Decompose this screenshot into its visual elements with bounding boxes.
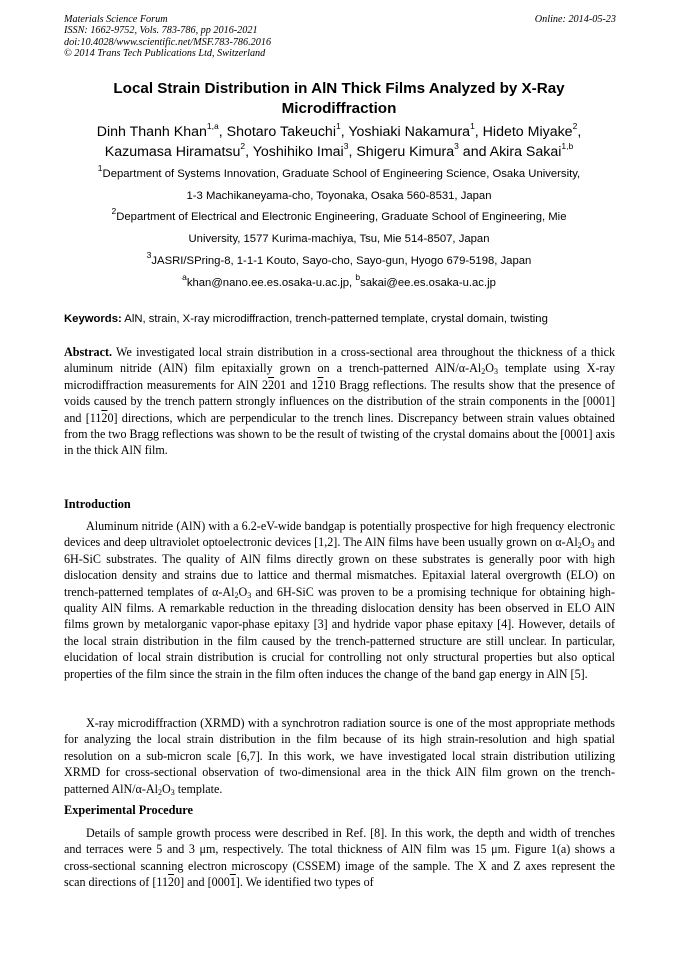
paragraph-text: and 6H-SiC substrates. The quality of AlN films directly grown on these substrates is generally poor with high dislocation density and strains due to lattice and thermal mismatches. Epitaxial lateral overgrowth (ELO) on trench-patterned templates of α-Al xyxy=(64,535,615,599)
overline-digit: 2 xyxy=(317,377,324,392)
section-heading-experimental: Experimental Procedure xyxy=(64,803,193,817)
overline-digit: 1 xyxy=(229,875,236,890)
journal-name: Materials Science Forum xyxy=(64,14,168,25)
email-line xyxy=(60,273,618,295)
author-name: , Shotaro Takeuchi xyxy=(218,124,336,140)
paragraph-text: O xyxy=(581,535,591,550)
keywords-text: AlN, strain, X-ray microdiffraction, trench-patterned template, crystal domain, twisting xyxy=(121,313,548,325)
affiliation-sup: 3 xyxy=(146,250,152,261)
overline-digit: 2 xyxy=(168,875,175,890)
paragraph-text: ]. We identified two types of xyxy=(235,875,374,890)
paragraph-text: Details of sample growth process were described in Ref. [8]. In this work, the depth and width of trenches and terraces were 5 and 3 μm, respectively. The total thickness of AlN film was 15 μm. Figure 1(a) shows a cross-sectional scanning electron microscopy (CSSEM) image of the sample. The X and Z axes represent the scan directions of [11 xyxy=(64,826,615,890)
paragraph-text: X-ray microdiffraction (XRMD) with a synchrotron radiation source is one of the most appropriate methods for analyzing the local strain distribution in the film because of its high strain-resolution and high spatial resolution on a sub-micron scale [6,7]. In this work, we have investigated local strain distribution utilizing XRMD for cross-sectional observation of two-dimensional area in the thick AlN film grown on the trench-patterned AlN/α-Al xyxy=(64,716,615,796)
author-sup: 3 xyxy=(454,140,459,151)
subscript: 3 xyxy=(493,367,498,377)
abstract-text: 01 and 1 xyxy=(274,377,318,392)
subscript: 2 xyxy=(234,590,239,600)
author-sup: 1 xyxy=(470,121,475,132)
abstract-text: We investigated local strain distribution in a cross-sectional area throughout the thickness of a thick aluminum nitride (AlN) film epitaxially grown on a trench-patterned AlN/α-Al xyxy=(64,345,615,376)
author-sup: 2 xyxy=(240,140,246,151)
abstract-text: template using X-ray microdiffraction measurements for AlN 2 xyxy=(64,361,616,392)
paragraph-text: 0] and [000 xyxy=(174,875,230,890)
section-heading-introduction: Introduction xyxy=(64,497,131,511)
affiliation-text: JASRI/SPring-8, 1-1-1 Kouto, Sayo-cho, Sayo-gun, Hyogo 679-5198, Japan xyxy=(151,255,532,267)
abstract xyxy=(64,344,615,459)
keywords xyxy=(64,311,616,327)
overline-digit: 2 xyxy=(268,377,275,392)
affiliation-line xyxy=(60,207,618,229)
intro-paragraph-2 xyxy=(64,715,615,797)
affiliation-1 xyxy=(60,164,618,208)
subscript: 3 xyxy=(590,541,595,551)
author-sup: 1,a xyxy=(206,121,219,132)
copyright-line: © 2014 Trans Tech Publications Ltd, Switzerland xyxy=(64,48,266,60)
author-sup: 1 xyxy=(335,121,341,132)
abstract-text: 0] directions, which are perpendicular to the trench lines. Discrepancy between strain values obtained from the two Bragg reflections was shown to be the result of twisting of the crystal domains about the [0001] axis in the thick AlN film. xyxy=(64,410,615,458)
experimental-paragraph-1 xyxy=(64,825,615,891)
author-name: and Akira Sakai xyxy=(458,143,562,160)
abstract-label: Abstract. xyxy=(64,345,113,359)
paragraph-text: O xyxy=(238,584,248,599)
affiliation-line: 1-3 Machikaneyama-cho, Toyonaka, Osaka 560-8531, Japan xyxy=(186,189,492,202)
issn-line: ISSN: 1662-9752, Vols. 783-786, pp 2016-2021 xyxy=(64,25,258,37)
author-name: , Yoshiaki Nakamura xyxy=(340,124,471,140)
doi-line: doi:10.4028/www.scientific.net/MSF.783-786.2016 xyxy=(64,36,272,48)
affiliation-3 xyxy=(60,251,618,295)
subscript: 2 xyxy=(481,367,486,377)
paragraph-text: Aluminum nitride (AlN) with a 6.2-eV-wide bandgap is potentially prospective for high frequency electronic devices and deep ultraviolet optoelectronic devices [1,2]. The AlN films have been usually grown on α-Al xyxy=(64,519,615,550)
email-sup: b xyxy=(355,272,361,283)
journal-header xyxy=(64,14,616,60)
email-address: khan@nano.ee.es.osaka-u.ac.jp, xyxy=(186,276,356,289)
affiliation-2 xyxy=(60,207,618,251)
author-sup: 3 xyxy=(343,140,349,151)
author-list xyxy=(56,123,622,162)
paper-title: Local Strain Distribution in AlN Thick Films Analyzed by X-Ray Microdiffraction xyxy=(113,80,565,117)
author-name: , Hideto Miyake xyxy=(474,124,573,140)
affiliation-text: Department of Systems Innovation, Graduate School of Engineering Science, Osaka University, xyxy=(102,168,581,180)
author-name: , Shigeru Kimura xyxy=(348,143,455,160)
author-separator: , xyxy=(577,124,582,140)
affiliation-text: Department of Electrical and Electronic Engineering, Graduate School of Engineering, Mie xyxy=(116,211,567,223)
author-sup: 2 xyxy=(572,121,578,132)
abstract-text: 10 Bragg reflections. The results show that the presence of voids caused by the trench pattern strongly influences on the distribution of the strain components in the [0001] and [11 xyxy=(64,377,616,425)
email-address: sakai@ee.es.osaka-u.ac.jp xyxy=(360,276,496,289)
subscript: 3 xyxy=(247,590,252,600)
paragraph-text: template. xyxy=(174,781,223,796)
subscript: 2 xyxy=(577,541,582,551)
affiliation-line: University, 1577 Kurima-machiya, Tsu, Mie 514-8507, Japan xyxy=(188,232,490,245)
paragraph-text: and 6H-SiC was proven to be a promising technique for obtaining high-quality AlN films. A remarkable reduction in the threading dislocation density has been observed in ELO AlN films grown by metalorganic vapor-phase epitaxy [3] and hydride vapor phase epitaxy [4]. However, details of the local strain distribution in the film caused by the trench-patterned structure are still unclear. In particular, elucidation of local strain distribution is crucial for controlling not only structural properties but also optical properties of the film since the strain in the film often induces the change of the band gap energy in AlN [5]. xyxy=(64,584,615,681)
paragraph-text: O xyxy=(162,781,171,796)
affiliation-line xyxy=(60,164,618,186)
author-name: Kazumasa Hiramatsu xyxy=(104,143,241,160)
overline-digit: 2 xyxy=(101,410,108,425)
affiliation-line xyxy=(60,251,618,273)
email-sup: a xyxy=(182,272,187,283)
intro-paragraph-1 xyxy=(64,518,615,682)
keywords-label: Keywords: xyxy=(64,313,122,325)
author-name: , Yoshihiko Imai xyxy=(245,143,344,160)
affiliation-sup: 1 xyxy=(97,163,103,174)
subscript: 3 xyxy=(170,787,175,797)
author-sup: 1,b xyxy=(561,140,574,151)
author-name: Dinh Thanh Khan xyxy=(96,124,207,140)
affiliation-sup: 2 xyxy=(111,206,117,217)
abstract-text: O xyxy=(485,361,494,376)
subscript: 2 xyxy=(158,787,162,797)
online-date: Online: 2014-05-23 xyxy=(534,14,616,25)
